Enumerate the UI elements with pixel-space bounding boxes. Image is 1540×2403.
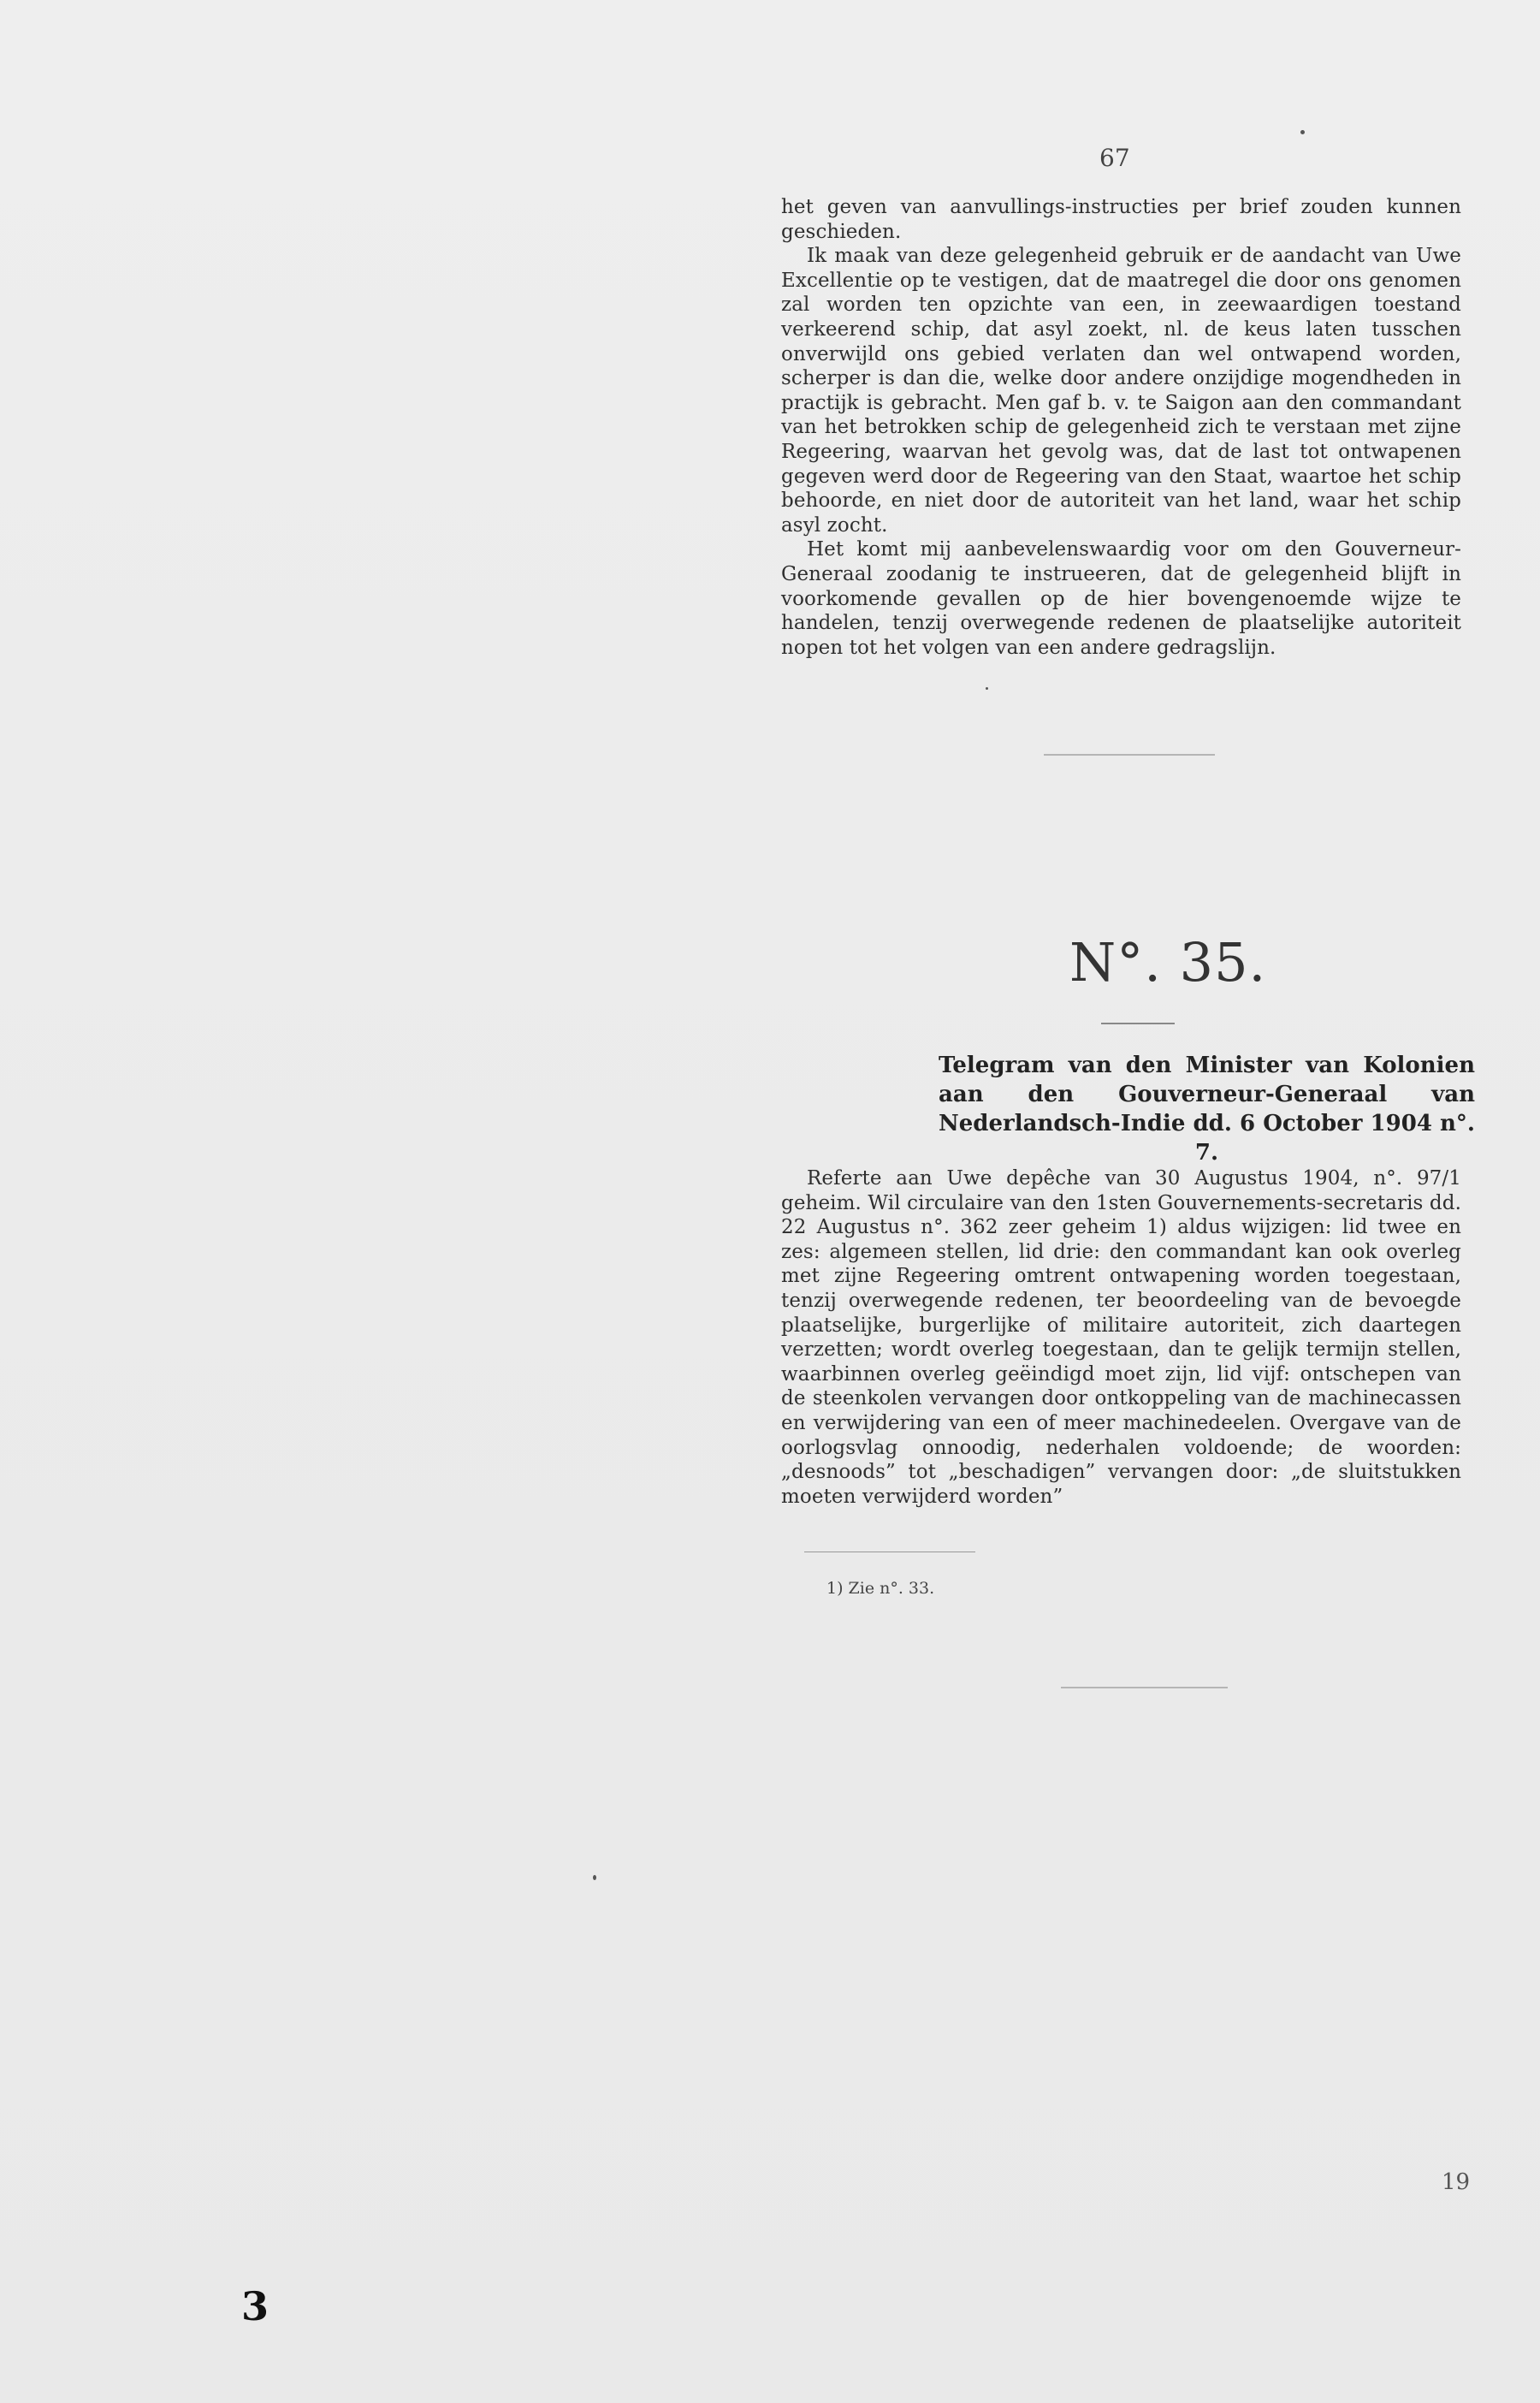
- ink-speck: [986, 687, 988, 690]
- section-divider: [1044, 754, 1215, 756]
- document-heading: Telegram van den Minister van Kolonien aan den Gouverneur-Generaal van Nederlandsch-Indie dd. 6 October 1904 n°. 7.: [939, 1053, 1475, 1166]
- ink-speck: [593, 1875, 596, 1880]
- paragraph: Ik maak van deze gelegenheid gebruik er de aandacht van Uwe Excellentie op te vestigen, dat de maatregel die door ons genomen zal worden ten opzichte van een, in zeewaardigen toestand verkeerend schip, dat asyl zoekt, nl. de keus laten tusschen onverwijld ons gebied verlaten dan wel ontwapend worden, scherper is dan die, welke door andere onzijdige mogendheden in practijk is gebracht. Men gaf b. v. te Saigon aan den commandant van het betrokken schip de gelegenheid zich te verstaan met zijne Regeering, waarvan het gevolg was, dat de last tot ontwapenen gegeven werd door de Regeering van den Staat, waartoe het schip behoorde, en niet door de autoriteit van het land, waar het schip asyl zocht.: [781, 245, 1461, 537]
- signature-mark: 19: [1442, 2169, 1471, 2195]
- paragraph: het geven van aanvullings-instructies per brief zouden kunnen geschieden.: [781, 196, 1461, 243]
- letter-body: [781, 195, 1461, 660]
- ink-speck: [1300, 130, 1305, 134]
- footnote: 1) Zie n°. 33.: [826, 1579, 935, 1598]
- section-divider: [1061, 1687, 1228, 1688]
- section-number: N°. 35.: [1069, 931, 1267, 994]
- paragraph: Het komt mij aanbevelenswaardig voor om den Gouverneur-Generaal zoodanig te instrueeren, dat de gelegenheid blijft in voorkomende gevallen op de hier bovengenoemde wijze te handelen, tenzij overwegende redenen de plaatselijke autoriteit nopen tot het volgen van een andere gedragslijn.: [781, 538, 1461, 659]
- telegram-body: [781, 1166, 1461, 1509]
- paragraph: Referte aan Uwe depêche van 30 Augustus 1904, n°. 97/1 geheim. Wil circulaire van den 1sten Gouvernements-secretaris dd. 22 Augustus n°. 362 zeer geheim 1) aldus wijzigen: lid twee en zes: algemeen stellen, lid drie: den commandant kan ook overleg met zijne Regeering omtrent ontwapening worden toegestaan, tenzij overwegende redenen, ter beoordeeling van de bevoegde plaatselijke, burgerlijke of militaire autoriteit, zich daartegen verzetten; wordt overleg toegestaan, dan te gelijk termijn stellen, waarbinnen overleg geëindigd moet zijn, lid vijf: ontschepen van de steenkolen vervangen door ontkoppeling van de machinecassen en verwijdering van een of meer machinedeelen. Overgave van de oorlogsvlag onnoodig, nederhalen voldoende; de woorden: „desnoods” tot „beschadigen” vervangen door: „de sluitstukken moeten verwijderd worden”: [781, 1167, 1461, 1508]
- title-underline: [1101, 1023, 1175, 1024]
- signature-mark: 3: [241, 2283, 270, 2329]
- page-number: 67: [1099, 144, 1130, 172]
